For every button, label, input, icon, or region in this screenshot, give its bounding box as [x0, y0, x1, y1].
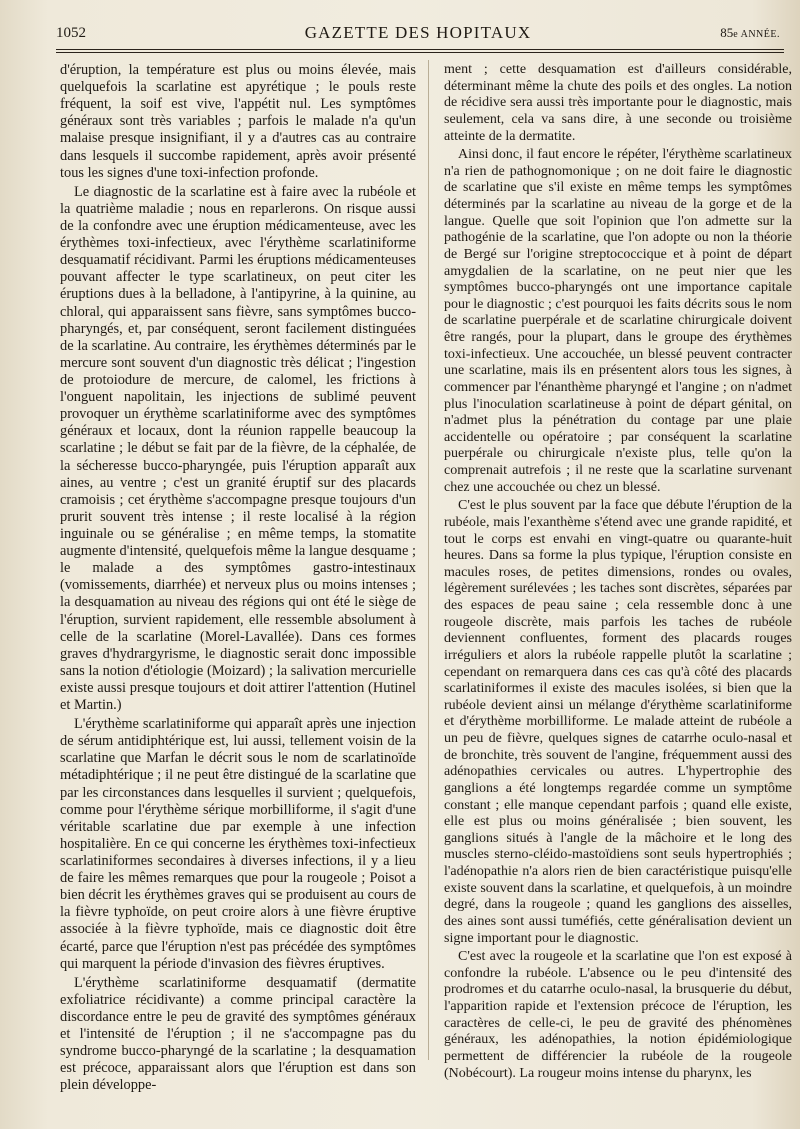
- paragraph: Le diagnostic de la scarlatine est à faire avec la rubéole et la quatrième maladie ; nous en reparlerons. On risque aussi de la confondre avec une éruption médicamenteuse, avec les érythèmes toxi-infectieux, avec l'érythème scarlatiniforme desquamatif récidivant. Parmi les éruptions médicamenteuses pouvant affecter le type scarlatineux, on peut citer les éruptions dues à la belladone, à l'antipyrine, à la quinine, au chloral, qui apparaissent sans fièvre, sans symptômes bucco-pharyngés, et, par conséquent, seront facilement distinguées de la scarlatine. Au contraire, les érythèmes déterminés par le mercure sont souvent d'un diagnostic très délicat ; l'ingestion de protoiodure de mercure, de calomel, les frictions à l'onguent napolitain, les injections de sublimé peuvent provoquer un érythème scarlatiniforme avec des symptômes généraux et locaux, dont la réunion rappelle beaucoup la scarlatine ; le début se fait par de la fièvre, de la céphalée, de la sécheresse bucco-pharyngée, puis l'éruption apparaît aux aines, au ventre ; c'est un granité éruptif sur des placards cramoisis ; cet érythème s'accompagne presque toujours d'un prurit souvent très intense ; il reste localisé à la région inguinale ou se généralise ; en même temps, la stomatite augmente d'intensité, quelquefois même la langue desquame ; le malade a des symptômes gastro-intestinaux (vomissements, diarrhée) et nerveux plus ou moins intenses ; la desquamation au niveau des régions qui ont été le siège de l'éruption, survient rapidement, elle ressemble absolument à celle de la scarlatine (Morel-Lavallée). Dans ces formes graves d'hydrargyrisme, le diagnostic serait donc impossible sans la notion d'étiologie (Moizard) ; la salivation mercurielle existe aussi presque toujours et doit attirer l'attention (Hutinel et Martin.): [60, 183, 416, 714]
- year-number: 85: [720, 25, 734, 40]
- volume-year: [720, 25, 780, 41]
- paragraph: ment ; cette desquamation est d'ailleurs considérable, déterminant même la chute des poils et des ongles. La notion de récidive sera aussi très importante pour le diagnostic, mais seulement, cela va sans dire, à une seconde ou troisième atteinte de la dermatite.: [444, 62, 792, 144]
- header-rule: [56, 49, 784, 53]
- paragraph: L'érythème scarlatiniforme desquamatif (dermatite exfoliatrice récidivante) a comme principal caractère la discordance entre le peu de gravité des symptômes généraux et l'intensité de l'éruption ; il ne s'accompagne pas du syndrome bucco-pharyngé de la scarlatine ; la desquamation est précoce, apparaissant alors que l'éruption est dans son plein développe-: [60, 974, 416, 1094]
- right-column: [444, 62, 792, 1082]
- column-divider: [428, 60, 429, 1060]
- page-number: 1052: [56, 25, 86, 41]
- paragraph: C'est avec la rougeole et la scarlatine que l'on est exposé à confondre la rubéole. L'absence ou le peu d'intensité des prodromes et du catarrhe oculo-nasal, la brusquerie du début, l'apparition rapide et l'extension précoce de l'éruption, les caractères de celle-ci, le peu de gravité des phénomènes généraux, les adénopathies, la notion épidémiologique permettent de différencier la rubéole de la rougeole (Nobécourt). La rougeur moins intense du pharynx, les: [444, 949, 792, 1081]
- journal-title: GAZETTE DES HOPITAUX: [304, 23, 532, 42]
- left-column: [60, 62, 416, 1095]
- paragraph: C'est le plus souvent par la face que débute l'éruption de la rubéole, mais l'exanthème s'étend avec une grande rapidité, et tout le corps est envahi en vingt-quatre ou quarante-huit heures. Dans sa forme la plus typique, l'éruption consiste en macules roses, de petites dimensions, rondes ou ovales, légèrement surélevées ; les taches sont discrètes, séparées par des espaces de peau saine ; cela ressemble donc à une rougeole discrète, mais parfois les taches de rubéole deviennent confluentes, forment des placards rouges irréguliers et alors la rubéole rappelle plutôt la scarlatine ; cependant on remarquera dans ces cas qu'à côté des placards scarlatiniformes il existe des macules isolées, si bien que la rubéole devient ainsi un mélange d'érythème scarlatiniforme et d'érythème morbilliforme. Le malade atteint de rubéole a un peu de fièvre, quelques signes de catarrhe oculo-nasal et de bronchite, très souvent de l'angine, fréquemment aussi des adénopathies cervicales ou autres. L'hypertrophie des ganglions a été longtemps regardée comme un symptôme constant ; elle manque cependant parfois ; quand elle existe, elle est plus ou moins généralisée ; bien souvent, les ganglions situés à l'angle de la mâchoire et le long des muscles sterno-cléido-mastoïdiens sont seuls hypertrophiés ; l'adénopathie n'a alors rien de bien caractéristique puisqu'elle existe souvent dans la scarlatine, et quelquefois, à un moindre degré, dans la rougeole ; quand les ganglions des aisselles, des aines sont aussi tuméfiés, cette généralisation devient un signe important pour le diagnostic.: [444, 498, 792, 946]
- paragraph: d'éruption, la température est plus ou moins élevée, mais quelquefois la scarlatine est apyrétique ; le pouls reste fréquent, la soif est vive, l'appétit nul. Les symptômes généraux sont très variables ; parfois le malade n'a qu'un malaise presque insignifiant, il y a d'autres cas au contraire dans lesquels il succombe rapidement, après avoir présenté tous les signes d'une toxi-infection profonde.: [60, 62, 416, 181]
- page-header: [56, 25, 780, 45]
- paragraph: Ainsi donc, il faut encore le répéter, l'érythème scarlatineux n'a rien de pathognomonique ; on ne doit faire le diagnostic de scarlatine que s'il existe en même temps les symptômes déterminés par la scarlatine au niveau de la gorge et de la langue. Quelle que soit l'opinion que l'on admette sur la pathogénie de la scarlatine, que l'on adopte ou non la théorie de Bergé sur l'origine streptococcique et à point de départ amygdalien de la scarlatine, on ne peut nier que les symptômes bucco-pharyngés ont une importance capitale pour le diagnostic ; c'est pourquoi les faits décrits sous le nom de scarlatine puerpérale et de scarlatine chirurgicale doivent être rangés, pour la plupart, dans le groupe des érythèmes toxi-infectieux. Une accouchée, un blessé peuvent contracter une scarlatine, mais ils en présentent alors tous les signes, à commencer par l'énanthème pharyngé et l'angine ; on n'admet plus l'inoculation scarlatineuse à point de départ génital, on n'admet plus la pénétration du contage par une plaie accidentelle ou opératoire ; par conséquent la scarlatine puerpérale ou chirurgicale n'existe plus, telle qu'on la comprenait autrefois ; il ne reste que la scarlatine survenant chez une accouchée ou chez un blessé.: [444, 147, 792, 495]
- year-suffix: e ANNÉE.: [733, 29, 780, 40]
- paragraph: L'érythème scarlatiniforme qui apparaît après une injection de sérum antidiphtérique est, lui aussi, tellement voisin de la scarlatine que Marfan le décrit sous le nom de scarlatinoïde métadiphtérique ; il ne peut être distingué de la scarlatine que par les circonstances dans lesquelles il survient ; quelquefois, comme pour l'érythème sérique morbilliforme, il s'agit d'une véritable scarlatine due par exemple à une infection hospitalière. En ce qui concerne les érythèmes toxi-infectieux scarlatiniformes secondaires à diverses infections, il y a lieu de faire les mêmes remarques que pour la rougeole ; Poisot a bien décrit les érythèmes graves qui se produisent au cours de la fièvre typhoïde, on peut croire alors à une fièvre éruptive associée à la fièvre typhoïde, mais ce diagnostic doit être écarté, parce que l'éruption n'est pas précédée des symptômes qui marquent la période d'invasion des fièvres éruptives.: [60, 716, 416, 972]
